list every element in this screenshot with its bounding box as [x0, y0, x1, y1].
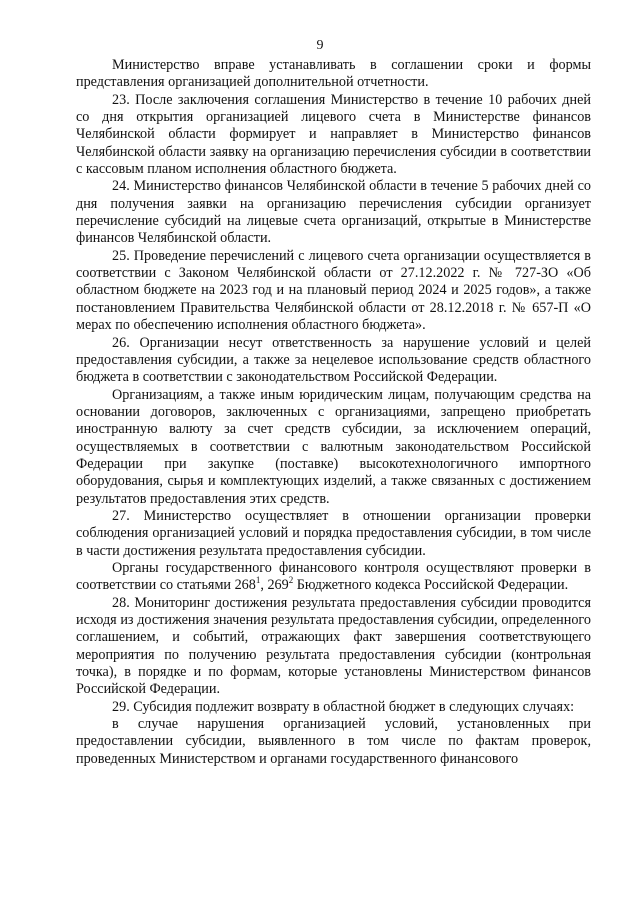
page-number: 9: [316, 38, 324, 53]
text-after: Бюджетного кодекса Российской Федерации.: [293, 577, 569, 594]
text-mid: , 269: [260, 577, 289, 594]
paragraph-27: 27. Министерство осуществляет в отношении организации проверки соблюдения организацией условий и порядка предоставления субсидии, в том числе в части достижения результата предоставления субсидии.: [76, 507, 591, 559]
paragraph-financial-control: [76, 560, 591, 595]
text-before: Органы государственного финансового контроля осуществляют проверки в соответствии со статьями 268: [76, 559, 591, 594]
paragraph-29-case-a: в случае нарушения организацией условий, установленных при предоставлении субсидии, выявленного в том числе по фактам проверок, проведенных Министерством и органами государственного финансового: [76, 716, 591, 767]
paragraph-currency-ban: Организациям, а также иным юридическим лицам, получающим средства на основании договоров, заключенных с организациями, запрещено приобретать иностранную валюту за счет средств субсидии, за исключением операций, осуществляемых в соответствии с валютным законодательством Российской Федерации при закупке (поставке) высокотехнологичного импортного оборудования, сырья и комплектующих изделий, а также связанных с достижением результатов предоставления этих средств.: [76, 386, 591, 507]
paragraph-reporting: Министерство вправе устанавливать в соглашении сроки и формы представления организацией дополнительной отчетности.: [76, 57, 591, 91]
paragraph-28: 28. Мониторинг достижения результата предоставления субсидии проводится исходя из достижения значения результата предоставления субсидии, определенного соглашением, и событий, отражающих факт завершения соответствующего мероприятия по получению результата предоставления субсидии (контрольная точка), в порядке и по формам, которые установлены Министерством финансов Российской Федерации.: [76, 594, 591, 698]
paragraph-25: 25. Проведение перечислений с лицевого счета организации осуществляется в соответствии с Законом Челябинской области от 27.12.2022 г. № 727-ЗО «Об областном бюджете на 2023 год и на плановый период 2024 и 2025 годов», а также постановлением Правительства Челябинской области от 28.12.2018 г. № 657-П «О мерах по обеспечению исполнения областного бюджета».: [76, 247, 591, 334]
paragraph-24: 24. Министерство финансов Челябинской области в течение 5 рабочих дней со дня получения заявки на организацию перечисления субсидии организует перечисление субсидий на лицевые счета организаций, открытые в Министерстве финансов Челябинской области.: [76, 178, 591, 247]
paragraph-23: 23. После заключения соглашения Министерство в течение 10 рабочих дней со дня открытия организацией лицевого счета в Министерстве финансов Челябинской области формирует и направляет в Министерство финансов Челябинской области заявку на организацию перечисления субсидии в соответствии с кассовым планом исполнения областного бюджета.: [76, 91, 591, 178]
paragraph-26: 26. Организации несут ответственность за нарушение условий и целей предоставления субсидии, а также за нецелевое использование средств областного бюджета в соответствии с законодательством Российской Федерации.: [76, 334, 591, 386]
superscript-1: 1: [255, 574, 261, 585]
paragraph-29: 29. Субсидия подлежит возврату в областной бюджет в следующих случаях:: [112, 698, 575, 715]
superscript-2: 2: [288, 574, 294, 585]
document-body: [76, 57, 591, 768]
